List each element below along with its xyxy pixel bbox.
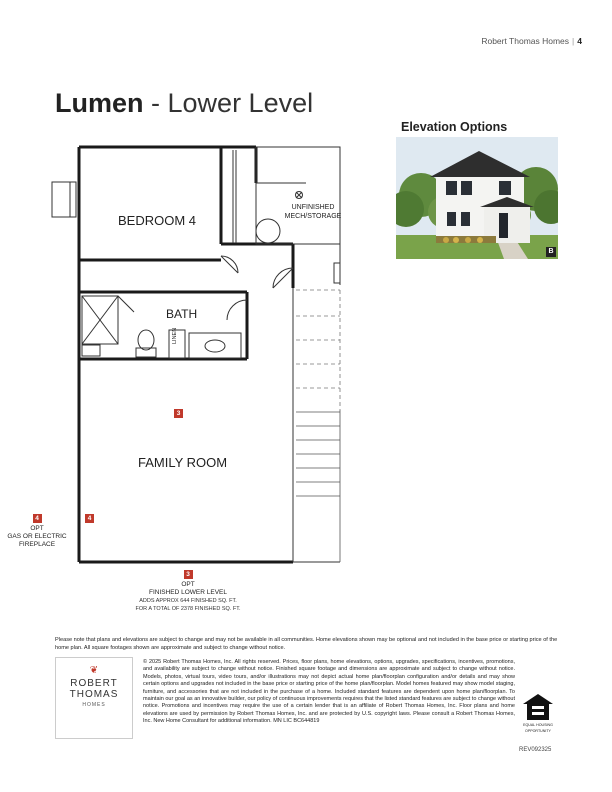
eho-line-2: OPPORTUNITY	[525, 729, 551, 734]
elevation-badge: B	[546, 247, 556, 257]
fireplace-name: FIREPLACE	[18, 541, 56, 548]
lower-level-option-badge: 3	[184, 570, 193, 579]
revision-code: REV092325	[519, 747, 552, 753]
page-number: 4	[577, 36, 582, 46]
fireplace-type: GAS OR ELECTRIC	[7, 533, 67, 540]
plan-disclaimer: Please note that plans and elevations are subject to change and may not be available in all communities. Home elevations shown may be optional and not included in the base price or starting price of the home plan. All square footages shown are approximate and subject to change without notice.	[55, 637, 558, 651]
brand-name: Robert Thomas Homes	[481, 36, 570, 46]
equal-housing-logo	[517, 693, 559, 733]
lower-level-option-note	[118, 570, 258, 613]
lower-level-adds: ADDS APPROX 644 FINISHED SQ. FT.	[139, 598, 237, 604]
room-label-bedroom: BEDROOM 4	[118, 213, 197, 228]
option-badge-family-room: 3	[174, 409, 183, 418]
toilet-icon	[138, 330, 154, 350]
mech-line-2: MECH/STORAGE	[284, 212, 342, 220]
fireplace-option-badge: 4	[33, 514, 42, 523]
room-label-bath: BATH	[166, 307, 198, 321]
lower-level-name: FINISHED LOWER LEVEL	[148, 589, 228, 596]
mech-line-1: UNFINISHED	[291, 204, 335, 211]
title-dash: -	[143, 88, 168, 118]
room-label-family: FAMILY ROOM	[138, 455, 228, 470]
company-logo	[55, 657, 133, 739]
bath-niche	[82, 345, 100, 356]
logo-line-3: HOMES	[82, 702, 106, 708]
elevation-options-title: Elevation Options	[401, 120, 508, 134]
level-name: Lower Level	[167, 88, 314, 118]
plan-name: Lumen	[55, 88, 144, 118]
bath-door-swing	[227, 300, 247, 320]
vanity	[189, 333, 241, 358]
equal-housing-icon	[522, 693, 554, 721]
logo-line-1: ROBERT	[70, 678, 118, 689]
fireplace-option-note	[4, 514, 70, 549]
window-well	[52, 182, 76, 217]
option-badge-fireplace-plan: 4	[85, 514, 94, 523]
room-label-mech	[282, 204, 344, 221]
water-heater-icon	[256, 219, 280, 243]
lower-level-opt: OPT	[181, 581, 195, 588]
room-label-linen: LINEN	[172, 327, 178, 344]
shower-door	[118, 296, 134, 312]
logo-line-2: THOMAS	[69, 689, 119, 700]
legal-text: © 2025 Robert Thomas Homes, Inc. All rights reserved. Prices, floor plans, home elevations, options, upgrades, specifications, incentives, promotions, and availability are subject to change without notice. Finished square footage and dimensions are approximate and subject to change without notice. Models, photos, virtual tours, video tours, and/or illustrations may not depict actual home plan/floorplan configuration and/or details and may show certain options and upgrades not included in the base price or starting price of the home plan/floorplan. Model homes featured may show model staging, furniture, and accessories that are not included in the purchase of a home. Included standard features are dependent upon home plan/floorplan. To maintain our goal as an innovative builder, our policy of continuous improvements requires that the listed standard features are subject to change without notice. Promotions and incentives may require the use of a certain lender that is an affiliate of Robert Thomas Homes, Inc. Floor plans and home elevations are used by permission by Robert Thomas Homes, Inc. and are protected by U.S. copyright laws. Please consult a Robert Thomas Homes, Inc. New Home Consultant for additional information. MN LIC BC644819	[143, 659, 515, 725]
header-separator: |	[572, 36, 575, 46]
fireplace-opt: OPT	[30, 525, 44, 532]
logo-mark-icon: ❦	[89, 665, 99, 676]
lower-level-total: FOR A TOTAL OF 2378 FINISHED SQ. FT.	[135, 606, 241, 612]
eho-line-1: EQUAL HOUSING	[523, 723, 553, 727]
